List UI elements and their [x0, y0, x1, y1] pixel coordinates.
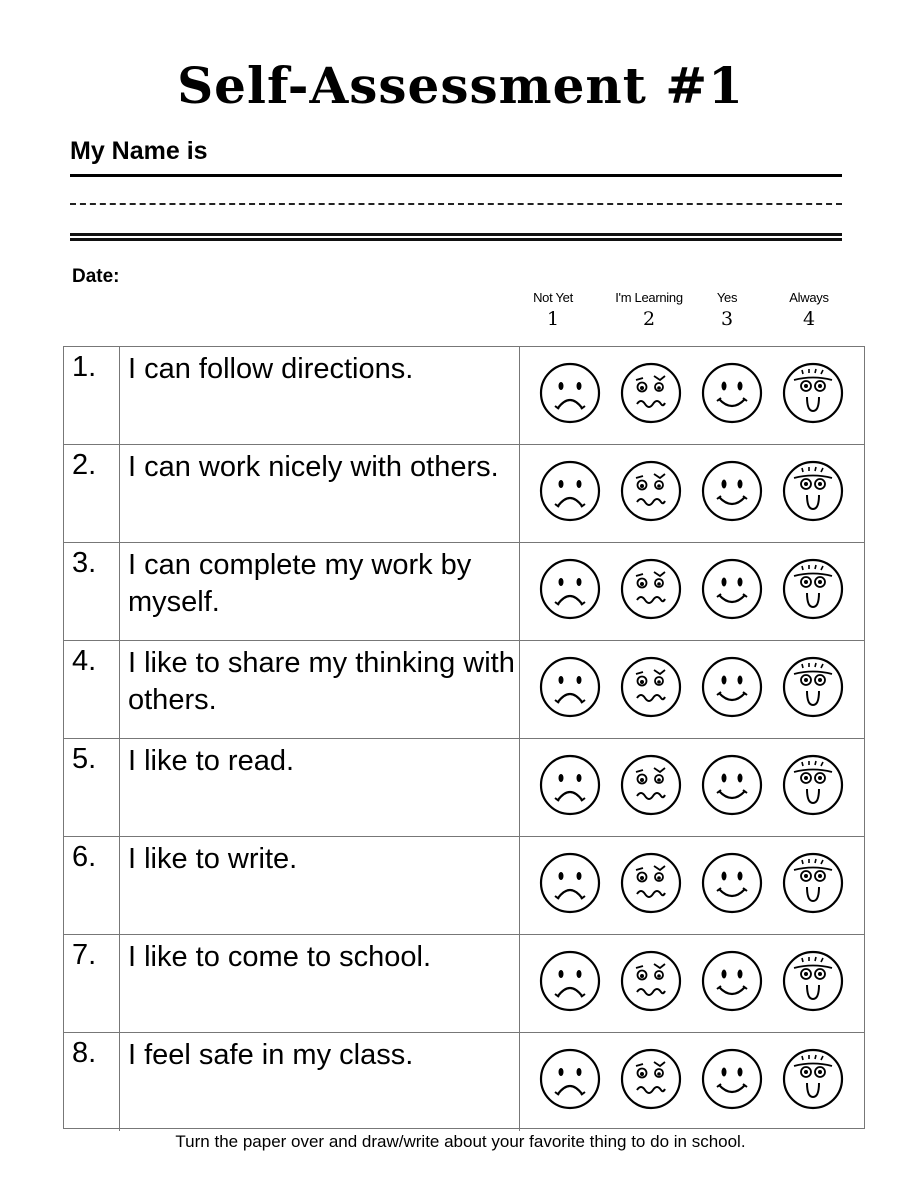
statement-number: 8.	[64, 1033, 120, 1131]
statement-text: I feel safe in my class.	[120, 1033, 520, 1131]
table-row	[64, 347, 864, 445]
scale-label: Always	[789, 290, 829, 305]
statement-text: I can follow directions.	[120, 347, 520, 444]
sad-face-icon[interactable]	[538, 459, 602, 523]
statement-text: I like to read.	[120, 739, 520, 836]
rating-faces	[520, 837, 863, 934]
statement-number: 7.	[64, 935, 120, 1032]
statement-number: 2.	[64, 445, 120, 542]
statement-number: 6.	[64, 837, 120, 934]
page-title: Self-Assessment #1	[177, 56, 744, 115]
statement-text: I like to come to school.	[120, 935, 520, 1032]
wavy-face-icon[interactable]	[619, 851, 683, 915]
rating-faces	[520, 347, 863, 444]
scale-value: 2	[642, 308, 656, 330]
excited-face-icon[interactable]	[781, 557, 845, 621]
smiley-face-icon[interactable]	[700, 851, 764, 915]
wavy-face-icon[interactable]	[619, 949, 683, 1013]
statement-text: I like to share my thinking with others.	[120, 641, 520, 738]
sad-face-icon[interactable]	[538, 557, 602, 621]
smiley-face-icon[interactable]	[700, 557, 764, 621]
excited-face-icon[interactable]	[781, 949, 845, 1013]
rating-faces	[520, 739, 863, 836]
smiley-face-icon[interactable]	[700, 361, 764, 425]
statement-number: 5.	[64, 739, 120, 836]
excited-face-icon[interactable]	[781, 655, 845, 719]
excited-face-icon[interactable]	[781, 1047, 845, 1111]
statement-number: 4.	[64, 641, 120, 738]
statement-text: I like to write.	[120, 837, 520, 934]
scale-label: I'm Learning	[615, 290, 683, 305]
excited-face-icon[interactable]	[781, 459, 845, 523]
sad-face-icon[interactable]	[538, 1047, 602, 1111]
excited-face-icon[interactable]	[781, 851, 845, 915]
table-row	[64, 445, 864, 543]
statement-text: I can work nicely with others.	[120, 445, 520, 542]
sad-face-icon[interactable]	[538, 949, 602, 1013]
name-dashed-midline[interactable]	[70, 203, 842, 205]
smiley-face-icon[interactable]	[700, 949, 764, 1013]
scale-header-always	[759, 290, 859, 330]
excited-face-icon[interactable]	[781, 361, 845, 425]
statement-text: I can complete my work by myself.	[120, 543, 520, 640]
wavy-face-icon[interactable]	[619, 361, 683, 425]
sad-face-icon[interactable]	[538, 851, 602, 915]
name-label: My Name is	[70, 137, 208, 165]
statement-number: 3.	[64, 543, 120, 640]
table-row	[64, 641, 864, 739]
rating-faces	[520, 445, 863, 542]
assessment-table	[63, 346, 865, 1129]
footer-note: Turn the paper over and draw/write about your favorite thing to do in school.	[175, 1132, 746, 1151]
smiley-face-icon[interactable]	[700, 1047, 764, 1111]
statement-number: 1.	[64, 347, 120, 444]
wavy-face-icon[interactable]	[619, 459, 683, 523]
table-row	[64, 543, 864, 641]
table-row	[64, 935, 864, 1033]
table-row	[64, 837, 864, 935]
sad-face-icon[interactable]	[538, 753, 602, 817]
table-row	[64, 739, 864, 837]
scale-value: 1	[546, 308, 560, 330]
name-base-line	[70, 233, 842, 241]
name-top-line	[70, 174, 842, 177]
sad-face-icon[interactable]	[538, 361, 602, 425]
sad-face-icon[interactable]	[538, 655, 602, 719]
wavy-face-icon[interactable]	[619, 655, 683, 719]
scale-header-not-yet	[503, 290, 603, 330]
scale-label: Not Yet	[533, 290, 573, 305]
wavy-face-icon[interactable]	[619, 557, 683, 621]
smiley-face-icon[interactable]	[700, 753, 764, 817]
smiley-face-icon[interactable]	[700, 655, 764, 719]
date-label: Date:	[72, 266, 120, 287]
scale-value: 4	[802, 308, 816, 330]
rating-faces	[520, 935, 863, 1032]
smiley-face-icon[interactable]	[700, 459, 764, 523]
scale-label: Yes	[716, 290, 738, 305]
rating-faces	[520, 641, 863, 738]
wavy-face-icon[interactable]	[619, 753, 683, 817]
rating-faces	[520, 543, 863, 640]
wavy-face-icon[interactable]	[619, 1047, 683, 1111]
rating-faces	[520, 1033, 863, 1131]
table-row	[64, 1033, 864, 1131]
scale-value: 3	[720, 308, 734, 330]
excited-face-icon[interactable]	[781, 753, 845, 817]
